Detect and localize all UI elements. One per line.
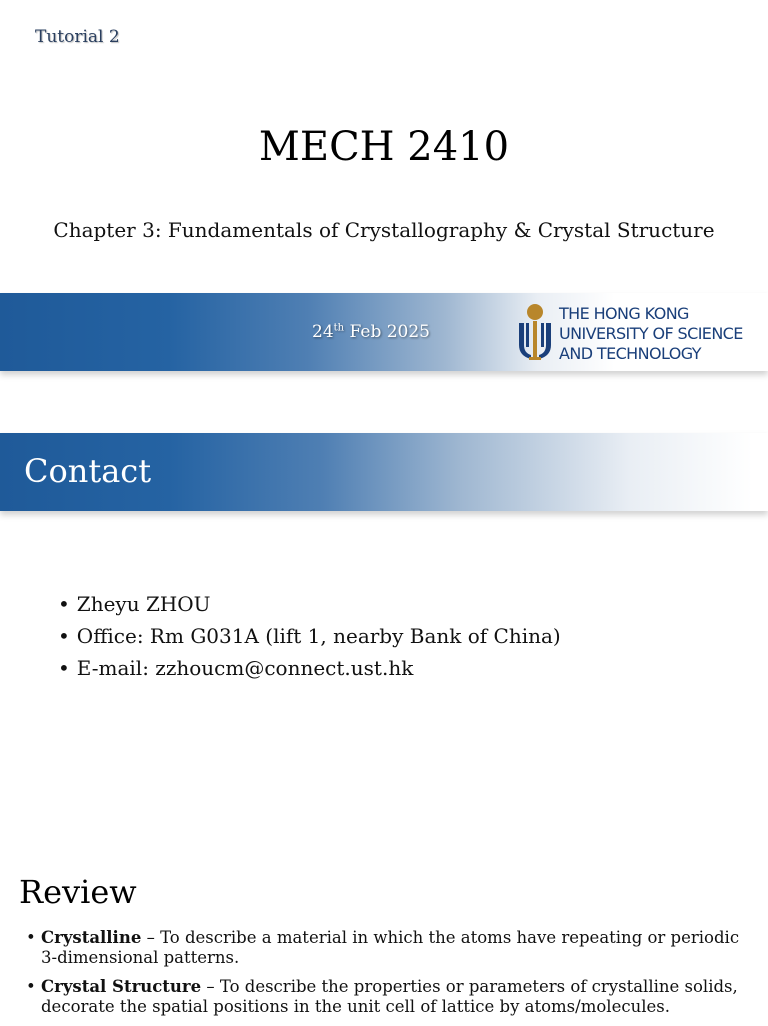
- tutorial-label: Tutorial 2: [35, 27, 120, 47]
- contact-name: • Zheyu ZHOU: [58, 588, 561, 620]
- chapter-subtitle: Chapter 3: Fundamentals of Crystallography & Crystal Structure: [53, 218, 715, 242]
- review-term: Crystal Structure: [41, 977, 202, 996]
- contact-email: • E-mail: zzhoucm@connect.ust.hk: [58, 652, 561, 684]
- date-day: 24: [312, 322, 334, 342]
- course-title: MECH 2410: [258, 124, 510, 170]
- date-rest: Feb 2025: [344, 322, 430, 342]
- university-name-line: THE HONG KONG: [559, 304, 689, 323]
- review-title: Review: [19, 873, 137, 911]
- university-name-line: UNIVERSITY OF SCIENCE: [559, 324, 743, 343]
- review-list: [26, 928, 746, 1026]
- review-description: – To describe a material in which the atoms have repeating or periodic 3-dimensional patterns.: [41, 928, 740, 967]
- review-description: – To describe the properties or parameters of crystalline solids, decorate the spatial positions in the unit cell of lattice by atoms/molecules.: [41, 977, 738, 1016]
- contact-office: • Office: Rm G031A (lift 1, nearby Bank of China): [58, 620, 561, 652]
- contact-title: Contact: [24, 452, 152, 490]
- university-name: [559, 304, 743, 364]
- hkust-logo-icon: [516, 303, 554, 361]
- date-suffix: th: [333, 322, 345, 334]
- review-item: [26, 928, 746, 968]
- review-item: [26, 977, 746, 1017]
- university-name-line: AND TECHNOLOGY: [559, 344, 701, 363]
- contact-list: [58, 588, 561, 684]
- review-term: Crystalline: [41, 928, 142, 947]
